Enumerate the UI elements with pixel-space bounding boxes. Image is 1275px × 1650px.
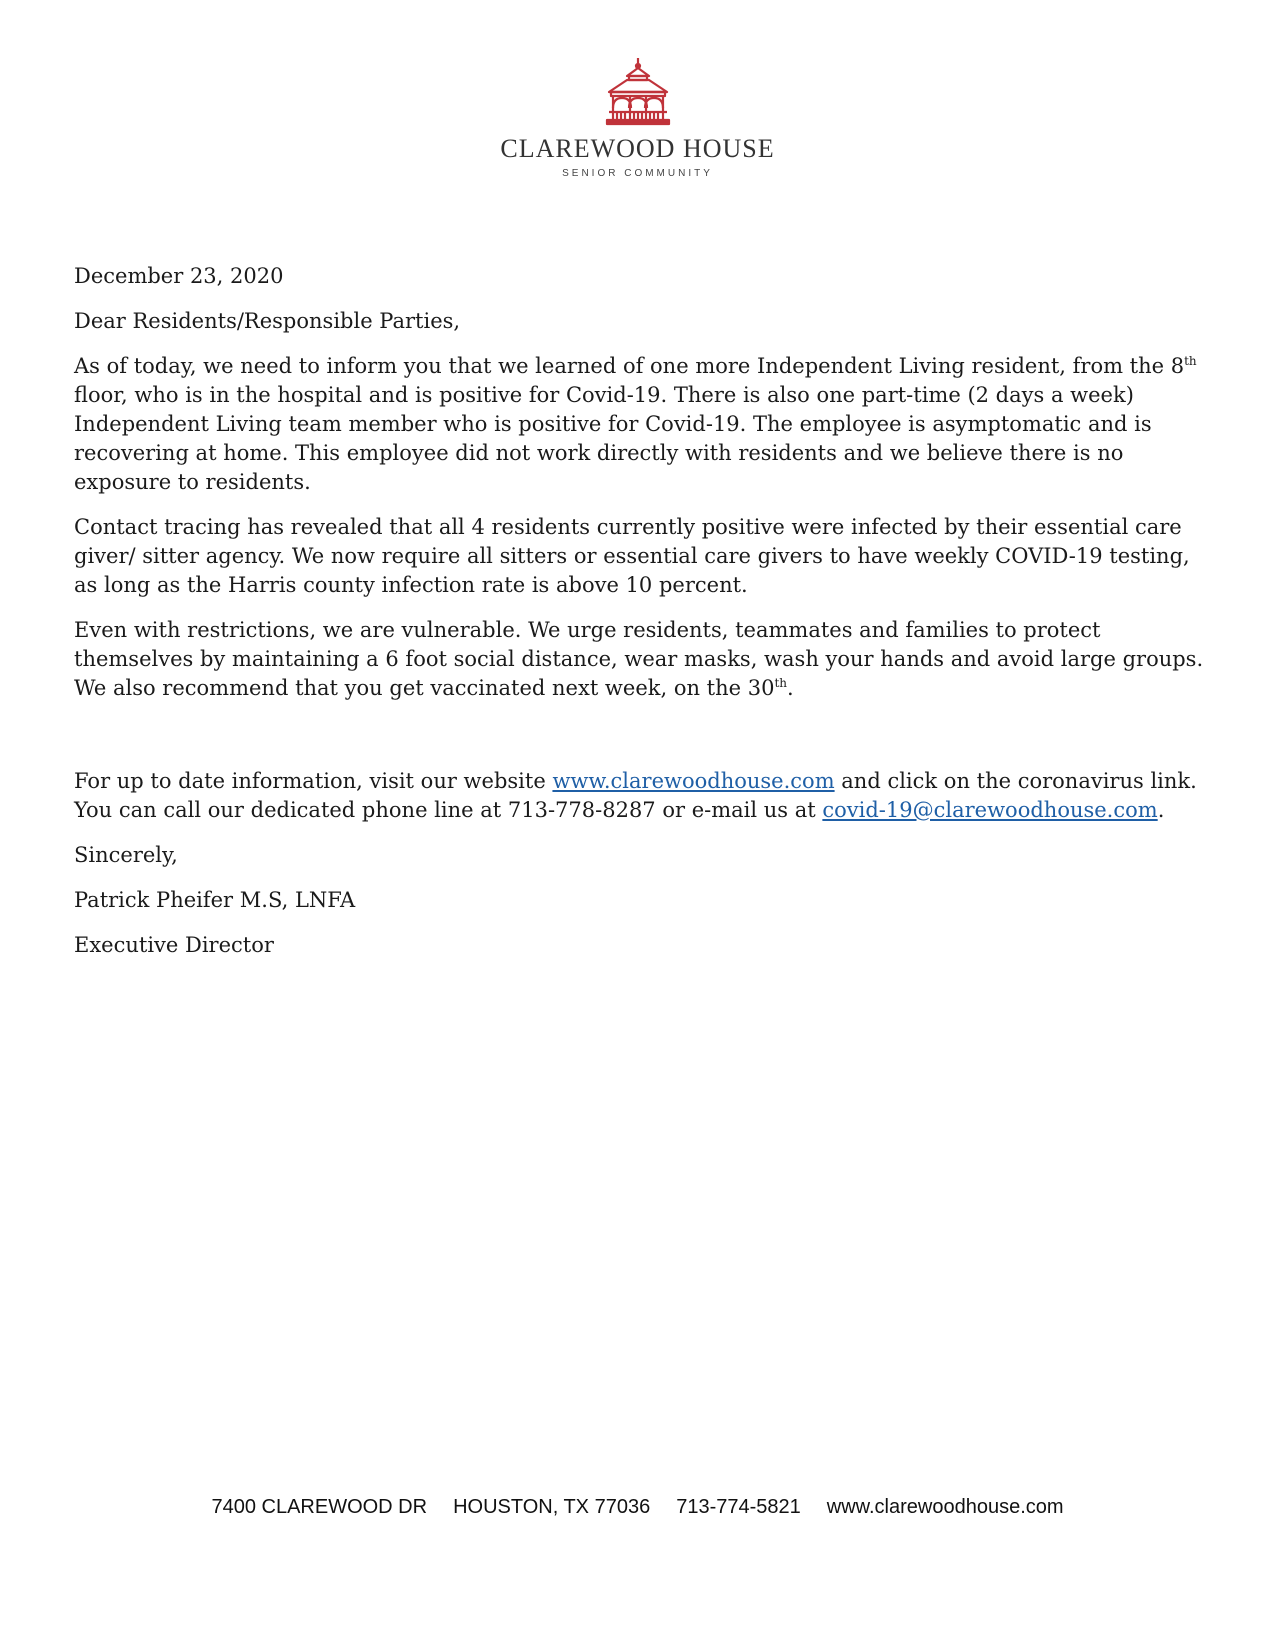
paragraph-recommendations-text-b: .	[787, 676, 794, 700]
paragraph-recommendations	[74, 616, 1204, 703]
ordinal-suffix: th	[1184, 354, 1197, 368]
paragraph-recommendations-text-a: Even with restrictions, we are vulnerable. We urge residents, teammates and families to protect themselves by maintaining a 6 foot social distance, wear masks, wash your hands and avoid large groups. We also recommend that you get vaccinated next week, on the 30	[74, 618, 1204, 700]
signer-title: Executive Director	[74, 933, 274, 957]
ordinal-suffix: th	[774, 676, 788, 690]
website-link[interactable]: www.clarewoodhouse.com	[552, 769, 835, 793]
contact-text-c: .	[1157, 798, 1165, 822]
footer-phone: 713-774-5821	[676, 1496, 801, 1518]
contact-text-a: For up to date information, visit our website	[74, 769, 553, 793]
paragraph-contact-tracing: Contact tracing has revealed that all 4 residents currently positive were infected by their essential care giver/ sitter agency. We now require all sitters or essential care givers to have weekly COVID-19 testing, as long as the Harris county infection rate is above 10 percent.	[74, 515, 1190, 597]
letter-date: December 23, 2020	[74, 264, 284, 288]
footer-city: HOUSTON, TX 77036	[453, 1496, 651, 1518]
paragraph-update	[74, 352, 1204, 497]
letter-body	[74, 262, 1204, 976]
salutation: Dear Residents/Responsible Parties,	[74, 309, 461, 333]
paragraph-update-text-b: floor, who is in the hospital and is positive for Covid-19. There is also one part-time (2 days a week) Independent Living team member who is positive for Covid-19. The employee is asymptomatic and is recovering at home. This employee did not work directly with residents and we believe there is no exposure to residents.	[74, 383, 1152, 494]
paragraph-update-text-a: As of today, we need to inform you that we learned of one more Independent Living resident, from the 8	[74, 354, 1185, 378]
footer	[0, 1496, 1275, 1519]
brand-subtitle: SENIOR COMMUNITY	[562, 168, 713, 179]
signer-name: Patrick Pheifer M.S, LNFA	[74, 888, 356, 912]
contact-text-b: and click on the coronavirus link. You can call our dedicated phone line at 713-778-8287 or e-mail us at	[74, 769, 1197, 822]
gazebo-icon	[605, 56, 671, 126]
email-link[interactable]: covid-19@clarewoodhouse.com	[822, 798, 1158, 822]
footer-address: 7400 CLAREWOOD DR	[211, 1496, 428, 1518]
footer-website: www.clarewoodhouse.com	[826, 1496, 1064, 1518]
closing: Sincerely,	[74, 843, 178, 867]
paragraph-contact-info	[74, 767, 1204, 825]
brand-name: CLAREWOOD HOUSE	[500, 134, 775, 163]
letterhead	[0, 56, 1275, 179]
